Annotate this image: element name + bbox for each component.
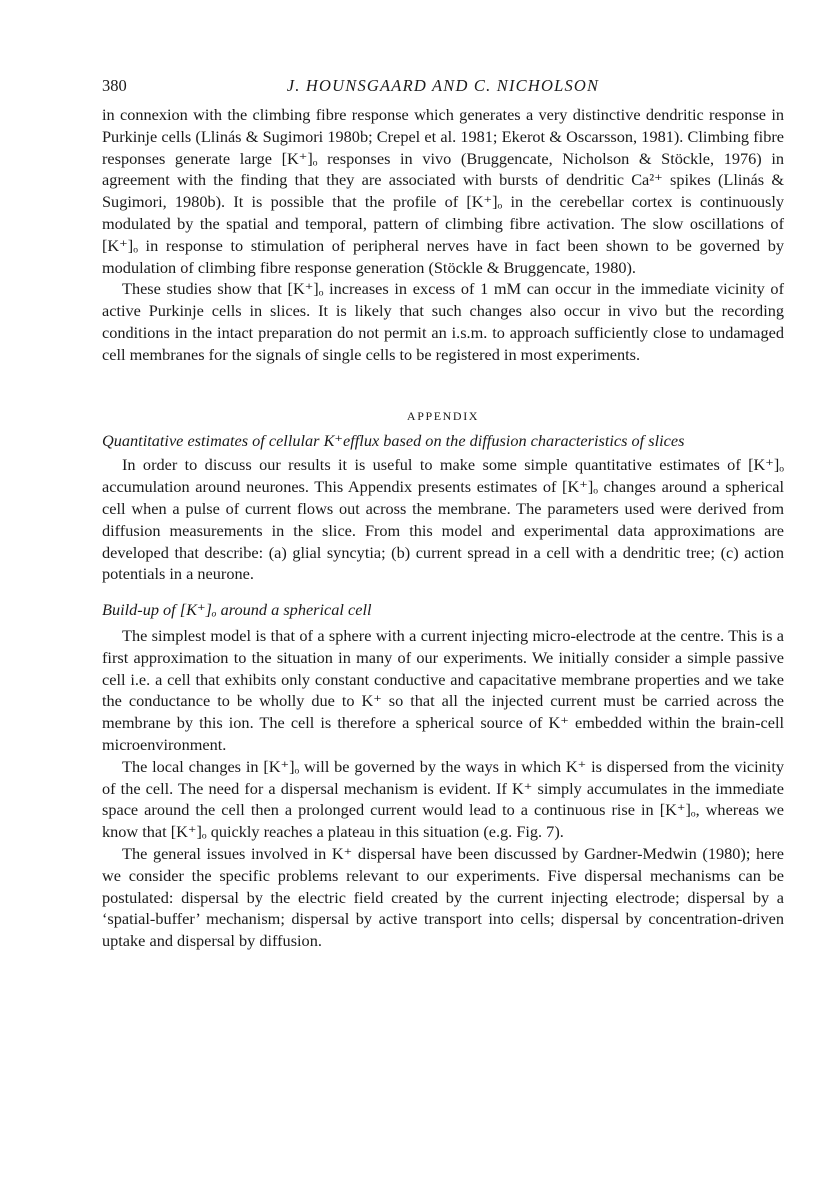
appendix-subtitle: Quantitative estimates of cellular K⁺efflux based on the diffusion characteristics of slices — [102, 430, 685, 450]
paragraph-5: The local changes in [K⁺]ₒ will be governed by the ways in which K⁺ is dispersed from the vicinity of the cell. The need for a dispersal mechanism is evident. If K⁺ simply accumulates in the immediate space around the cell then a prolonged current would lead to a continuous rise in [K⁺]ₒ, whereas we know that [K⁺]ₒ quickly reaches a plateau in this situation (e.g. Fig. 7). — [102, 756, 784, 842]
paragraph-3: In order to discuss our results it is useful to make some simple quantitative estimates of [K⁺]ₒ accumulation around neurones. This Appendix presents estimates of [K⁺]ₒ changes around a spherical cell when a pulse of current flows out across the membrane. The parameters used were derived from diffusion measurements in the slice. From this model and experimental data approximations are developed that describe: (a) glial syncytia; (b) current spread in a cell with a dendritic tree; (c) action potentials in a neurone. — [102, 455, 784, 584]
paragraph-4: The simplest model is that of a sphere with a current injecting micro-electrode at the centre. This is a first approximation to the situation in many of our experiments. We initially consider a simple passive cell i.e. a cell that exhibits only constant conductive and capacitative membrane properties and we take the conductance to be wholly due to K⁺ so that all the injected current must be carried across the membrane by this ion. The cell is therefore a spherical source of K⁺ embedded within the brain-cell microenvironment. — [102, 625, 784, 754]
paragraph-6: The general issues involved in K⁺ dispersal have been discussed by Gardner-Medwin (1980); here we consider the specific problems relevant to our experiments. Five dispersal mechanisms can be postulated: dispersal by the electric field created by the current injecting electrode; dispersal by a ‘spatial-buffer’ mechanism; dispersal by active transport into cells; dispersal by concentration-driven uptake and dispersal by diffusion. — [102, 843, 784, 951]
paragraph-2: These studies show that [K⁺]ₒ increases in excess of 1 mM can occur in the immediate vicinity of active Purkinje cells in slices. It is likely that such changes also occur in vivo but the recording conditions in the intact preparation do not permit an i.s.m. to approach sufficiently close to undamaged cell membranes for the signals of single cells to be registered in most experiments. — [102, 279, 784, 364]
appendix-heading: APPENDIX — [406, 408, 480, 423]
paragraph-1: in connexion with the climbing fibre response which generates a very distinctive dendritic response in Purkinje cells (Llinás & Sugimori 1980b; Crepel et al. 1981; Ekerot & Oscarsson, 1981). Climbing fibre responses generate large [K⁺]ₒ responses in vivo (Bruggencate, Nicholson & Stöckle, 1976) in agreement with the finding that they are associated with bursts of dendritic Ca²⁺ spikes (Llinás & Sugimori, 1980b). It is possible that the profile of [K⁺]ₒ in the cerebellar cortex is continuously modulated by the spatial and temporal, pattern of climbing fibre activation. The slow oscillations of [K⁺]ₒ in response to stimulation of peripheral nerves have in fact been shown to be governed by modulation of climbing fibre response generation (Stöckle & Bruggencate, 1980). — [102, 105, 784, 277]
running-title: J. HOUNSGAARD AND C. NICHOLSON — [286, 76, 600, 95]
page-number: 380 — [102, 76, 127, 95]
section-heading: Build-up of [K⁺]ₒ around a spherical cell — [102, 600, 372, 620]
page-header — [102, 76, 784, 104]
page — [102, 76, 784, 952]
